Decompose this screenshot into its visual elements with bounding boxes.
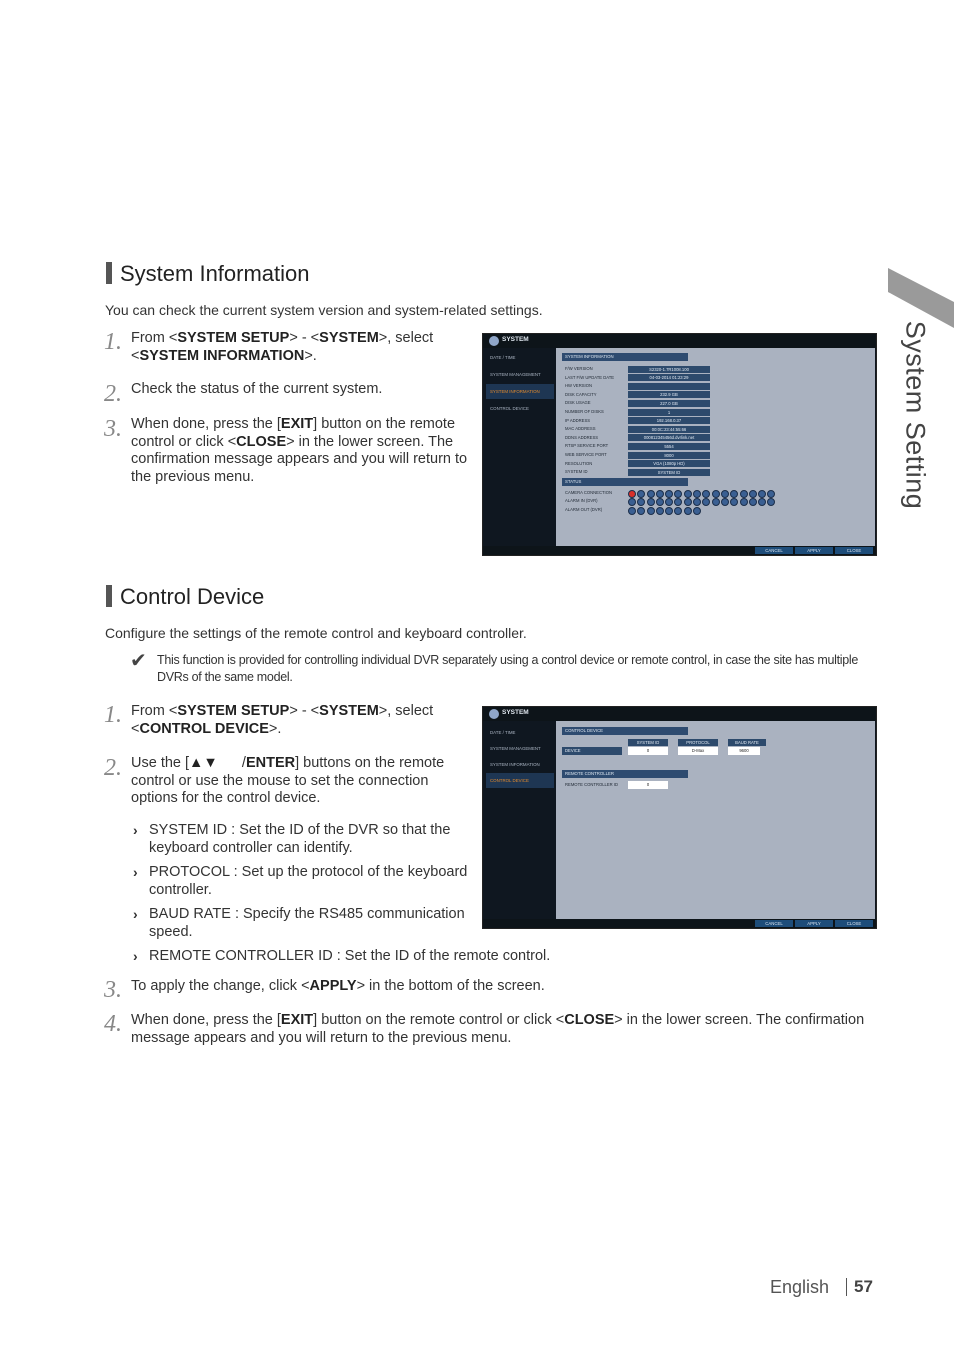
remote-controller-id-label: REMOTE CONTROLLER ID [565, 782, 619, 787]
screen-footer [483, 546, 876, 555]
info-row-label: NUMBER OF DISKS [565, 409, 604, 414]
info-row-label: RESOLUTION [565, 460, 593, 466]
menu-item-system-information[interactable]: SYSTEM INFORMATION [490, 762, 540, 767]
channel-indicator-icon [628, 490, 636, 498]
menu-item-control-device[interactable]: CONTROL DEVICE [486, 773, 554, 788]
remote-controller-id-input[interactable]: 0 [628, 781, 668, 789]
info-row-value: SYSTEM ID [628, 469, 710, 476]
channel-indicator-icon [721, 490, 729, 498]
step-text: From <SYSTEM SETUP> - <SYSTEM>, select <SYSTEM INFORMATION>. [131, 330, 434, 364]
channel-indicator-icon [712, 490, 720, 498]
step-number: 2. [104, 381, 122, 407]
status-row-label: ALARM OUT (DVR) [565, 506, 603, 512]
section-intro: Configure the settings of the remote control and keyboard controller. [105, 625, 527, 641]
step-number: 3. [104, 977, 122, 1003]
step-number: 1. [104, 329, 122, 355]
info-row-label: SYSTEM ID [565, 469, 588, 475]
info-row-label: MAC ADDRESS [565, 426, 596, 432]
bullet-text: PROTOCOL : Set up the protocol of the keyboard controller. [149, 864, 468, 898]
channel-indicator-icon [665, 490, 673, 498]
page-number: 57 [854, 1277, 873, 1296]
menu-item-system-management[interactable]: SYSTEM MANAGEMENT [490, 746, 541, 751]
channel-indicator-icon [740, 490, 748, 498]
menu-item-control-device[interactable]: CONTROL DEVICE [490, 406, 529, 411]
menu-item-date-time[interactable]: DATE / TIME [490, 730, 516, 735]
channel-indicator-icon [656, 507, 664, 515]
channel-indicator-icon [647, 490, 655, 498]
channel-indicator-icon [665, 507, 673, 515]
channel-indicator-icon [702, 490, 710, 498]
step-text: Use the [▲▼ /ENTER] buttons on the remote control or use the mouse to set the connection options for the control device. [131, 755, 445, 806]
channel-indicator-icon [712, 498, 720, 506]
info-row-value: S2320-1.7R1008.100 [628, 366, 710, 373]
bullet-text: REMOTE CONTROLLER ID : Set the ID of the remote control. [149, 948, 551, 964]
system-information-screenshot [482, 333, 877, 556]
bullet-icon: › [133, 906, 138, 922]
channel-indicator-icon [656, 498, 664, 506]
info-row-value [628, 383, 710, 390]
channel-indicator-icon [758, 490, 766, 498]
bullet-icon: › [133, 822, 138, 838]
info-row-value: 8000 [628, 452, 710, 459]
step-number: 2. [104, 755, 122, 781]
footer-language: English [770, 1277, 830, 1297]
info-row-value: 232.9 GB [628, 391, 710, 398]
apply-button[interactable]: APPLY [795, 547, 833, 554]
column-header-system-id: SYSTEM ID [628, 739, 668, 746]
section-bar [106, 585, 112, 607]
cancel-button[interactable]: CANCEL [755, 920, 793, 927]
screen-header: SYSTEM [483, 334, 876, 348]
screen-panel [556, 721, 875, 919]
device-label: DEVICE [562, 747, 622, 755]
panel-heading: CONTROL DEVICE [562, 727, 688, 735]
step-text: Check the status of the current system. [131, 381, 383, 397]
note-line: This function is provided for controlling individual DVR separately using a control device or remote control, in case the site has multiple [157, 653, 859, 667]
bullet-text: SYSTEM ID : Set the ID of the DVR so that the keyboard controller can identify. [149, 822, 451, 856]
step-text: To apply the change, click <APPLY> in the bottom of the screen. [131, 978, 545, 994]
step-number: 1. [104, 702, 122, 728]
section-title-system-information: System Information [120, 261, 310, 286]
status-indicators [628, 507, 701, 514]
bullet-icon: › [133, 948, 138, 964]
cancel-button[interactable]: CANCEL [755, 547, 793, 554]
screen-menu [483, 721, 555, 928]
column-header-baud-rate: BAUD RATE [728, 739, 766, 746]
info-row-value: 1 [628, 409, 710, 416]
panel-heading: REMOTE CONTROLLER [562, 770, 688, 778]
channel-indicator-icon [767, 498, 775, 506]
channel-indicator-icon [674, 507, 682, 515]
panel-heading: SYSTEM INFORMATION [562, 353, 688, 361]
menu-item-date-time[interactable]: DATE / TIME [490, 355, 516, 360]
gear-icon [489, 336, 499, 346]
channel-indicator-icon [730, 490, 738, 498]
screen-header: SYSTEM [483, 707, 876, 721]
info-row-label: HW VERSION [565, 383, 592, 389]
section-intro: You can check the current system version and system-related settings. [105, 302, 543, 318]
status-row-label: CAMERA CONNECTION [565, 490, 612, 495]
channel-indicator-icon [637, 490, 645, 498]
step-number: 3. [104, 416, 122, 442]
info-row-label: DISK CAPACITY [565, 391, 597, 397]
apply-button[interactable]: APPLY [795, 920, 833, 927]
screen-footer [483, 919, 876, 928]
channel-indicator-icon [637, 507, 645, 515]
channel-indicator-icon [647, 498, 655, 506]
info-row-label: DISK USAGE [565, 400, 591, 406]
info-row-value: 192.168.0.37 [628, 417, 710, 424]
channel-indicator-icon [656, 490, 664, 498]
menu-item-system-management[interactable]: SYSTEM MANAGEMENT [490, 372, 541, 377]
step-number: 4. [104, 1011, 122, 1037]
checkmark-icon: ✔ [130, 650, 147, 672]
channel-indicator-icon [749, 490, 757, 498]
menu-item-system-information[interactable]: SYSTEM INFORMATION [486, 384, 554, 399]
info-row-label: RTSP SERVICE PORT [565, 443, 609, 449]
channel-indicator-icon [674, 490, 682, 498]
info-row-value: 000812345456d.dvrlink.net [628, 434, 710, 441]
info-row-value: 00:0C:23:44:55:66 [628, 426, 710, 433]
channel-indicator-icon [684, 507, 692, 515]
channel-indicator-icon [721, 498, 729, 506]
info-row-value: 04-03-2014 01:23:29 [628, 374, 710, 381]
bullet-icon: › [133, 864, 138, 880]
side-tab-decoration [888, 268, 954, 328]
channel-indicator-icon [693, 507, 701, 515]
step-text: From <SYSTEM SETUP> - <SYSTEM>, select <CONTROL DEVICE>. [131, 703, 434, 737]
screen-panel [556, 348, 875, 546]
info-row-value: 5554 [628, 443, 710, 450]
channel-indicator-icon [740, 498, 748, 506]
channel-indicator-icon [628, 507, 636, 515]
column-header-protocol: PROTOCOL [678, 739, 718, 746]
system-id-select[interactable]: 0 [628, 747, 668, 755]
channel-indicator-icon [693, 498, 701, 506]
footer-divider [846, 1278, 847, 1296]
control-device-screenshot [482, 706, 877, 929]
info-row-label: DDNS ADDRESS [565, 434, 599, 440]
step-text: When done, press the [EXIT] button on the remote control or click <CLOSE> in the lower screen. The confirmation message appears and you will return to the previous menu. [131, 416, 468, 485]
note-line: DVRs of the same model. [157, 670, 293, 684]
close-button[interactable]: CLOSE [835, 920, 873, 927]
baud-rate-select[interactable]: 9600 [728, 747, 760, 755]
side-section-title: System Setting [900, 320, 931, 510]
channel-indicator-icon [647, 507, 655, 515]
channel-indicator-icon [665, 498, 673, 506]
channel-indicator-icon [628, 498, 636, 506]
info-row-value: 227.0 GB [628, 400, 710, 407]
status-row-label: ALARM IN (DVR) [565, 498, 598, 504]
info-row-label: WEB SERVICE PORT [565, 452, 607, 457]
close-button[interactable]: CLOSE [835, 547, 873, 554]
status-indicators [628, 490, 775, 497]
step-text: When done, press the [EXIT] button on the remote control or click <CLOSE> in the lower screen. The confirmation message appears and you will return to the previous menu. [131, 1012, 865, 1046]
protocol-select[interactable]: D-Max [678, 747, 718, 755]
info-row-value: VGA (1080p HD) [628, 460, 710, 467]
channel-indicator-icon [730, 498, 738, 506]
channel-indicator-icon [702, 498, 710, 506]
channel-indicator-icon [674, 498, 682, 506]
channel-indicator-icon [767, 490, 775, 498]
channel-indicator-icon [749, 498, 757, 506]
channel-indicator-icon [684, 498, 692, 506]
screen-menu [483, 348, 555, 555]
info-row-label: IP ADDRESS [565, 417, 591, 423]
channel-indicator-icon [693, 490, 701, 498]
channel-indicator-icon [637, 498, 645, 506]
channel-indicator-icon [684, 490, 692, 498]
gear-icon [489, 709, 499, 719]
panel-heading: STATUS [562, 478, 688, 486]
section-title-control-device: Control Device [120, 584, 265, 609]
section-bar [106, 262, 112, 284]
bullet-text: BAUD RATE : Specify the RS485 communication speed. [149, 906, 465, 940]
status-indicators [628, 498, 775, 505]
channel-indicator-icon [758, 498, 766, 506]
info-row-label: F/W VERSION [565, 366, 593, 371]
info-row-label: LAST F/W UPDATE DATE [565, 374, 615, 380]
